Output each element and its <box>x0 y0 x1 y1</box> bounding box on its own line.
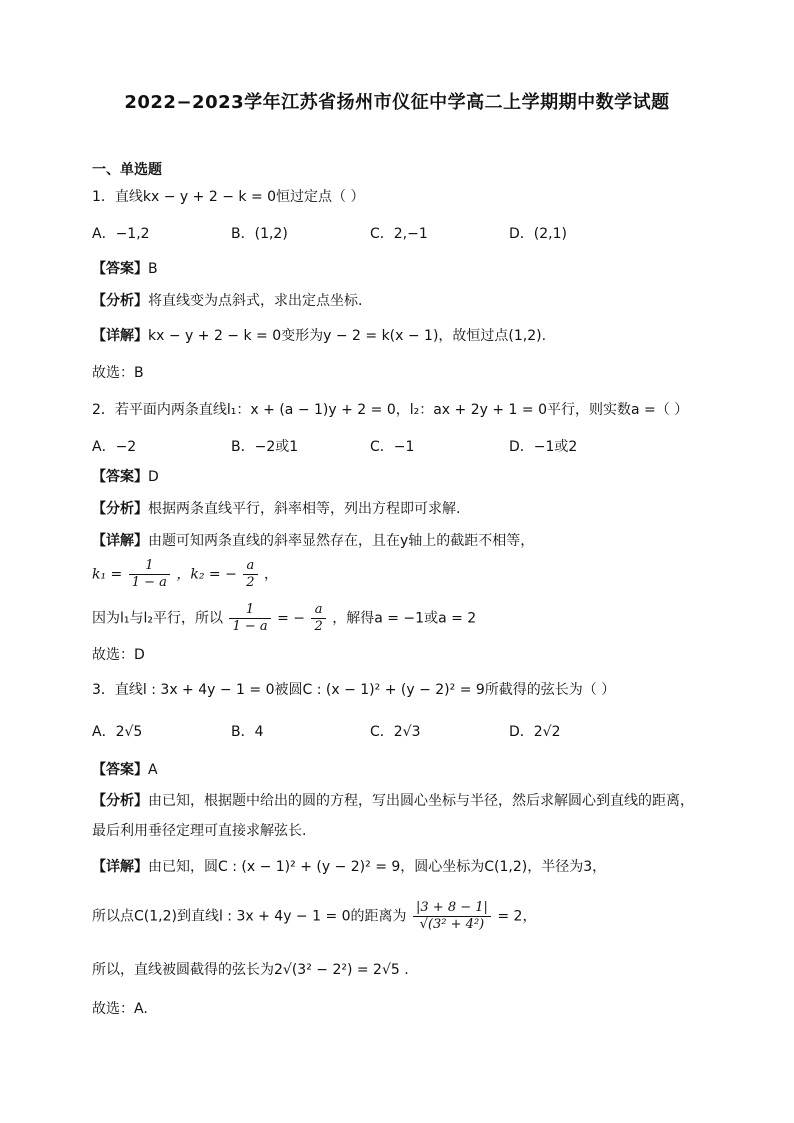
distance-numerator: |3 + 8 − 1| <box>413 900 491 917</box>
q1-analysis <box>92 291 362 311</box>
because-fraction-2 <box>311 602 325 635</box>
q2-analysis <box>92 499 460 519</box>
q1-option-a: A．−1,2 <box>92 226 150 242</box>
k2-fraction <box>243 558 257 591</box>
detail-text: 由题可知两条直线的斜率显然存在，且在y轴上的截距不相等， <box>148 533 535 549</box>
q1-answer <box>92 259 158 279</box>
distance-pre: 所以点C(1,2)到直线l : 3x + 4y − 1 = 0的距离为 <box>92 908 407 925</box>
detail-tag: 【详解】 <box>92 328 148 344</box>
k2-denominator: 2 <box>246 575 255 590</box>
k1-fraction <box>129 558 170 591</box>
q3-distance <box>92 900 536 933</box>
q1-option-c: C．2,−1 <box>370 226 428 242</box>
q3-option-d: D．2√2 <box>509 724 561 740</box>
analysis-text: 将直线变为点斜式，求出定点坐标. <box>148 293 363 309</box>
q2-stem: 2．若平面内两条直线l₁：x + (a − 1)y + 2 = 0，l₂：ax + 2y + 1 = 0平行，则实数a =（ ） <box>92 402 689 418</box>
because-numerator-2: a <box>311 602 325 619</box>
answer-tag: 【答案】 <box>92 469 148 485</box>
because-mid: = − <box>277 610 306 627</box>
q2-because <box>92 602 476 635</box>
because-pre: 因为l₁与l₂平行，所以 <box>92 610 224 627</box>
q1-detail <box>92 326 546 346</box>
q3-option-b: B．4 <box>231 724 264 740</box>
q3-choose: 故选：A. <box>92 1001 148 1017</box>
detail-tag: 【详解】 <box>92 859 148 875</box>
q2-choose: 故选：D <box>92 647 145 663</box>
q3-analysis-line-2: 最后利用垂径定理可直接求解弦长. <box>92 823 307 839</box>
q2-option-d: D．−1或2 <box>509 439 578 455</box>
q2-option-b: B．−2或1 <box>231 439 299 455</box>
q2-option-c: C．−1 <box>370 439 415 455</box>
q3-stem: 3．直线l : 3x + 4y − 1 = 0被圆C : (x − 1)² + (y − 2)² = 9所截得的弦长为（ ） <box>92 682 616 698</box>
detail-text: 由已知，圆C : (x − 1)² + (y − 2)² = 9，圆心坐标为C(1,2)，半径为3， <box>148 859 607 875</box>
distance-denominator: √(3² + 4²) <box>419 917 485 932</box>
k-end: ， <box>264 566 279 583</box>
analysis-text: 根据两条直线平行，斜率相等，列出方程即可求解. <box>148 501 461 517</box>
q1-option-b: B．(1,2) <box>231 226 288 242</box>
q2-slopes <box>92 558 278 591</box>
answer-tag: 【答案】 <box>92 261 148 277</box>
because-denominator-1: 1 − a <box>232 619 268 634</box>
q3-option-c: C．2√3 <box>370 724 421 740</box>
because-numerator-1: 1 <box>229 602 270 619</box>
k2-label: ，k₂ = − <box>176 566 237 583</box>
q2-detail <box>92 531 534 551</box>
analysis-tag: 【分析】 <box>92 501 148 517</box>
distance-post: = 2， <box>497 908 537 925</box>
q3-answer <box>92 760 158 780</box>
q1-stem: 1．直线kx − y + 2 − k = 0恒过定点（ ） <box>92 189 365 205</box>
analysis-tag: 【分析】 <box>92 793 148 809</box>
q1-choose: 故选：B <box>92 365 144 381</box>
answer-value: B <box>148 261 158 277</box>
detail-tag: 【详解】 <box>92 533 148 549</box>
q2-answer <box>92 467 159 487</box>
answer-tag: 【答案】 <box>92 762 148 778</box>
k1-label: k₁ = <box>92 566 123 583</box>
because-fraction-1 <box>229 602 270 635</box>
q1-option-d: D．(2,1) <box>509 226 567 242</box>
q3-option-a: A．2√5 <box>92 724 143 740</box>
k2-numerator: a <box>243 558 257 575</box>
q3-detail <box>92 857 606 877</box>
k1-numerator: 1 <box>129 558 170 575</box>
analysis-text: 由已知，根据题中给出的圆的方程，写出圆心坐标与半径，然后求解圆心到直线的距离， <box>148 793 694 809</box>
q3-analysis-line-1 <box>92 791 694 811</box>
because-post: ，解得a = −1或a = 2 <box>332 610 477 627</box>
detail-text: kx − y + 2 − k = 0变形为y − 2 = k(x − 1)，故恒过点(1,2). <box>148 328 547 344</box>
answer-value: A <box>148 762 158 778</box>
answer-value: D <box>148 469 159 485</box>
q2-option-a: A．−2 <box>92 439 137 455</box>
document-title: 2022−2023学年江苏省扬州市仪征中学高二上学期期中数学试题 <box>124 92 670 113</box>
section-heading: 一、单选题 <box>92 162 162 178</box>
q3-chord: 所以，直线被圆截得的弦长为2√(3² − 2²) = 2√5 . <box>92 962 409 978</box>
because-denominator-2: 2 <box>314 619 323 634</box>
analysis-tag: 【分析】 <box>92 293 148 309</box>
k1-denominator: 1 − a <box>131 575 167 590</box>
distance-fraction <box>413 900 491 933</box>
